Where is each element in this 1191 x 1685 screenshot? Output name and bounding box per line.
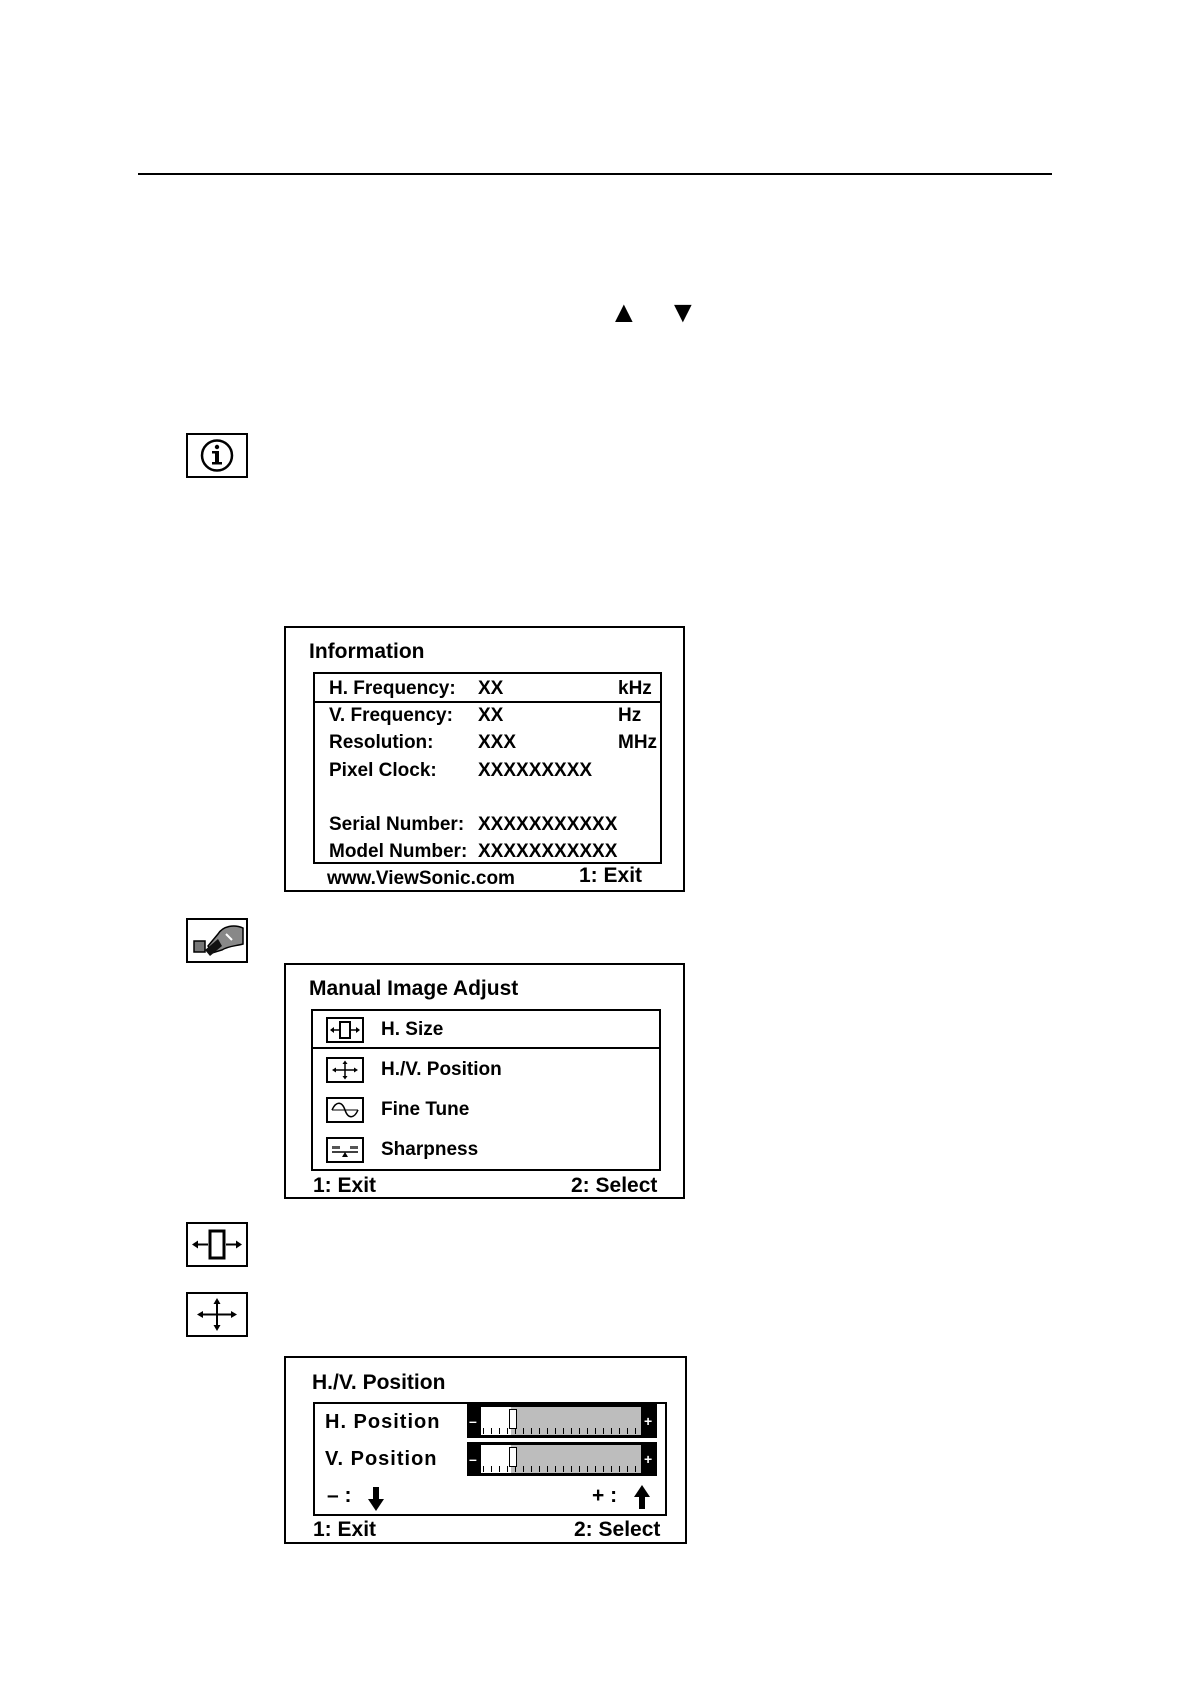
hv-position-icon [326,1057,364,1083]
slider-minus: – [469,1413,477,1429]
info-row-label: Resolution: [329,732,434,753]
plus-hint: + : [592,1484,618,1507]
header-rule [138,173,1052,175]
exit-hint: 1: Exit [579,864,643,887]
info-row-unit: kHz [618,678,652,699]
fine-tune-icon [326,1097,364,1123]
exit-hint: 1: Exit [313,1518,377,1541]
slider-ticks [483,1428,639,1434]
down-arrow-icon: ▼ [668,296,698,329]
info-row-label: Pixel Clock: [329,760,437,781]
slider-plus: + [644,1451,653,1467]
info-row-label: H. Frequency: [329,678,456,699]
menu-item-hv-position[interactable] [313,1051,659,1089]
info-row-label: Serial Number: [329,814,465,835]
adjust-menu [311,1009,661,1171]
h-size-icon [186,1222,248,1267]
slider-track [481,1407,641,1435]
information-panel-title: Information [309,640,425,663]
info-row-unit: MHz [618,732,658,753]
v-position-slider[interactable] [467,1442,657,1476]
info-row-label: Model Number: [329,841,468,862]
slider-plus: + [644,1413,653,1429]
hv-position-controls [313,1402,667,1516]
manual-image-adjust-title: Manual Image Adjust [309,977,519,1000]
menu-item-fine-tune[interactable] [313,1091,659,1129]
information-icon-glyph [188,435,246,476]
select-hint: 2: Select [574,1518,661,1541]
up-arrow-icon [633,1484,651,1510]
down-arrow-icon [367,1486,385,1512]
website-link[interactable]: www.ViewSonic.com [327,868,515,889]
h-position-slider[interactable] [467,1404,657,1438]
menu-item-label: Sharpness [381,1139,479,1160]
hv-position-title: H./V. Position [312,1371,446,1394]
info-row-value: XXXXXXXXXXX [478,814,618,835]
up-arrow-icon: ▲ [609,296,639,329]
menu-item-label: H./V. Position [381,1059,502,1080]
manual-adjust-icon [186,918,248,963]
info-row-value: XX [478,678,504,699]
information-icon [186,433,248,478]
slider-ticks [483,1466,639,1472]
information-panel [284,626,685,892]
minus-hint: – : [327,1484,352,1507]
hv-position-icon [186,1292,248,1337]
h-position-label: H. Position [325,1411,441,1433]
select-hint: 2: Select [571,1174,658,1197]
info-row-value: XXXXXXXXX [478,760,593,781]
info-row-value: XX [478,705,504,726]
h-position-thumb[interactable] [509,1409,517,1429]
menu-item-label: Fine Tune [381,1099,470,1120]
info-row-value: XXXXXXXXXXX [478,841,618,862]
info-row-unit: Hz [618,705,642,726]
menu-item-h-size[interactable] [313,1011,659,1049]
exit-hint: 1: Exit [313,1174,377,1197]
h-size-icon [326,1017,364,1043]
v-position-label: V. Position [325,1448,438,1470]
v-position-thumb[interactable] [509,1447,517,1467]
hv-position-panel [284,1356,687,1544]
menu-item-label: H. Size [381,1019,444,1040]
manual-image-adjust-panel [284,963,685,1199]
info-row-label: V. Frequency: [329,705,453,726]
information-list [313,672,662,864]
menu-item-sharpness[interactable] [313,1131,659,1169]
slider-minus: – [469,1451,477,1467]
slider-track [481,1445,641,1473]
sharpness-icon [326,1137,364,1163]
info-row-value: XXX [478,732,517,753]
wrench-icon [188,920,246,961]
